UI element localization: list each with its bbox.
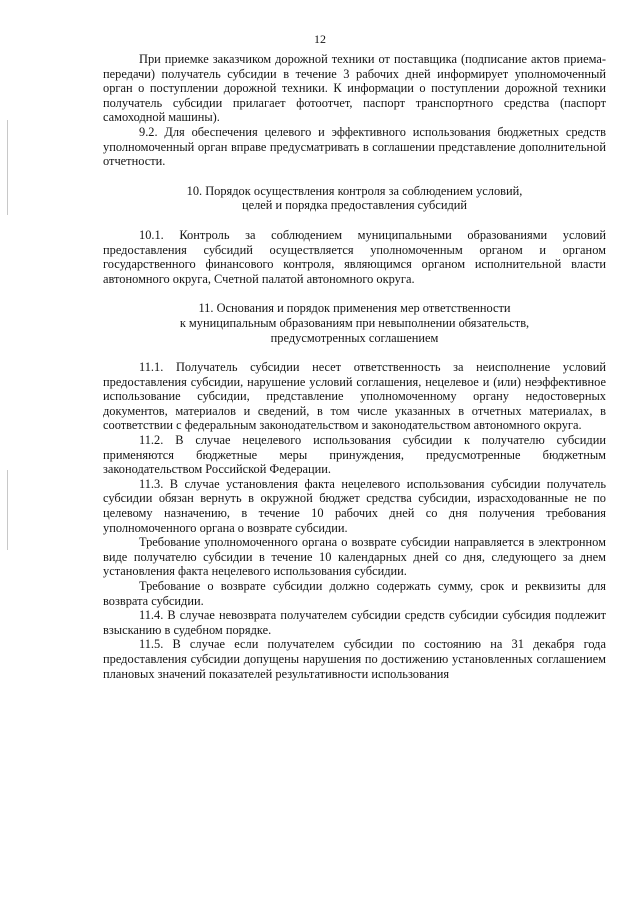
page-edge-mark [7, 120, 8, 215]
paragraph-11-3-demand: Требование уполномоченного органа о возврате субсидии направляется в электронном виде получателю субсидии в течение 10 календарных дней со дня, следующего за днем установления факта нецелевого использования субсидии. [103, 535, 606, 579]
paragraph-11-5: 11.5. В случае если получателем субсидии по состоянию на 31 декабря года предоставления субсидии допущены нарушения по достижению установленных соглашением плановых значений показателей результативности использования [103, 637, 606, 681]
document-body [103, 52, 606, 681]
section-10-heading [103, 184, 606, 213]
section-11-heading [103, 301, 606, 345]
page-edge-mark [7, 470, 8, 550]
paragraph-11-1: 11.1. Получатель субсидии несет ответственность за неисполнение условий предоставления субсидии, нарушение условий соглашения, нецелевое и (или) неэффективное использование субсидии, представление уполномоченному органу недостоверных документов, материалов и сведений, в том числе указанных в отчетных материалах, в соответствии с федеральным законодательством и законодательством автономного округа. [103, 360, 606, 433]
paragraph-11-3-demand-contents: Требование о возврате субсидии должно содержать сумму, срок и реквизиты для возврата субсидии. [103, 579, 606, 608]
section-heading-line: целей и порядка предоставления субсидий [241, 198, 468, 213]
paragraph-9-1-continued: При приемке заказчиком дорожной техники от поставщика (подписание актов приема-передачи) получатель субсидии в течение 3 рабочих дней информирует уполномоченный орган о поступлении дорожной техники. К информации о поступлении дорожной техники получатель субсидии прилагает фотоотчет, паспорт транспортного средства (паспорт самоходной машины). [103, 52, 606, 125]
paragraph-10-1: 10.1. Контроль за соблюдением муниципальными образованиями условий предоставления субсидий осуществляется уполномоченным органом и органом государственного финансового контроля, являющимся органом исполнительной власти автономного округа, Счетной палатой автономного округа. [103, 227, 606, 286]
paragraph-11-3: 11.3. В случае установления факта нецелевого использования субсидии получатель субсидии обязан вернуть в окружной бюджет средства субсидии, израсходованные не по целевому назначению, в течение 10 рабочих дней со дня получения требования уполномоченного органа о возврате субсидии. [103, 476, 606, 535]
section-heading-line: к муниципальным образованиям при невыполнении обязательств, [179, 315, 530, 330]
section-heading-line: предусмотренных соглашением [270, 330, 439, 345]
page-number: 12 [314, 32, 326, 46]
paragraph-11-4: 11.4. В случае невозврата получателем субсидии средств субсидии субсидия подлежит взысканию в судебном порядке. [103, 608, 606, 637]
paragraph-11-2: 11.2. В случае нецелевого использования субсидии к получателю субсидии применяются бюджетные меры принуждения, предусмотренные бюджетным законодательством Российской Федерации. [103, 433, 606, 477]
paragraph-9-2: 9.2. Для обеспечения целевого и эффективного использования бюджетных средств уполномоченный орган вправе предусматривать в соглашении представление дополнительной отчетности. [103, 124, 606, 169]
section-heading-line: 11. Основания и порядок применения мер ответственности [198, 301, 511, 316]
section-heading-line: 10. Порядок осуществления контроля за соблюдением условий, [186, 183, 523, 198]
